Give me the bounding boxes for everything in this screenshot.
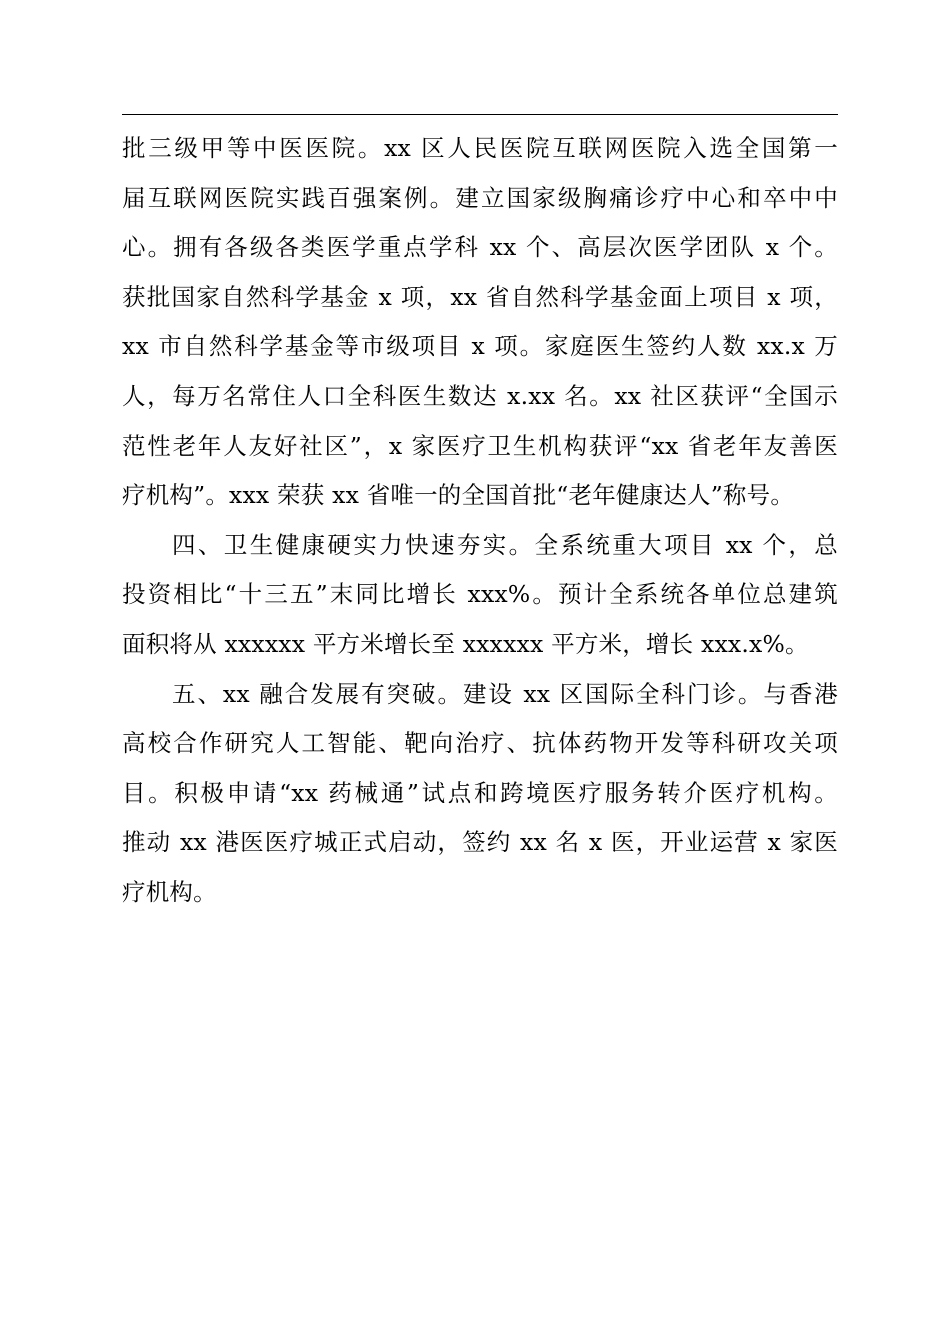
paragraph-four-start: 四、卫生健康硬实力快速夯实。全系统重大项目 xx 个，总: [172, 530, 838, 559]
text-line: 高校合作研究人工智能、靶向治疗、抗体药物开发等科研攻关项: [122, 729, 838, 758]
text-line: 推动 xx 港医医疗城正式启动，签约 xx 名 x 医，开业运营 x 家医: [122, 828, 838, 857]
text-line: 疗机构”。xxx 荣获 xx 省唯一的全国首批“老年健康达人”称号。: [122, 481, 795, 510]
text-line: 投资相比“十三五”末同比增长 xxx%。预计全系统各单位总建筑: [122, 580, 838, 609]
text-line: 获批国家自然科学基金 x 项，xx 省自然科学基金面上项目 x 项，: [122, 282, 838, 311]
header-rule: [122, 114, 838, 115]
text-line: 面积将从 xxxxxx 平方米增长至 xxxxxx 平方米，增长 xxx.x%。: [122, 629, 809, 658]
text-line: 心。拥有各级各类医学重点学科 xx 个、高层次医学团队 x 个。: [122, 233, 838, 262]
text-line: 批三级甲等中医医院。xx 区人民医院互联网医院入选全国第一: [122, 134, 838, 162]
text-line: 范性老年人友好社区”，x 家医疗卫生机构获评“xx 省老年友善医: [122, 431, 838, 460]
document-body: [122, 124, 838, 918]
text-line: 届互联网医院实践百强案例。建立国家级胸痛诊疗中心和卒中中: [122, 183, 838, 212]
paragraph-five-start: 五、xx 融合发展有突破。建设 xx 区国际全科门诊。与香港: [172, 679, 838, 708]
text-line: 人，每万名常住人口全科医生数达 x.xx 名。xx 社区获评“全国示: [122, 381, 838, 410]
text-line: 疗机构。: [122, 877, 217, 906]
text-line: 目。积极申请“xx 药械通”试点和跨境医疗服务转介医疗机构。: [122, 778, 838, 807]
text-line: xx 市自然科学基金等市级项目 x 项。家庭医生签约人数 xx.x 万: [122, 332, 838, 361]
